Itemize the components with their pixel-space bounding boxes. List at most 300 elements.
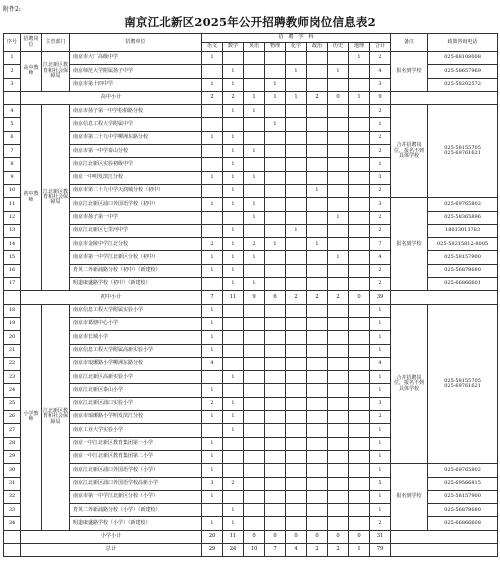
count-cell: [265, 145, 286, 158]
note-cell: 合并招聘岗位，报名不到具体学校: [391, 304, 428, 464]
count-cell: 1: [202, 198, 223, 211]
count-cell: [286, 198, 307, 211]
count-cell: 1: [370, 317, 391, 330]
count-cell: 1: [223, 198, 244, 211]
count-cell: [265, 198, 286, 211]
count-cell: [307, 397, 328, 410]
count-cell: [307, 278, 328, 291]
count-cell: [286, 238, 307, 251]
count-cell: 1: [370, 490, 391, 503]
count-cell: 1: [202, 317, 223, 330]
count-cell: 2: [370, 145, 391, 158]
count-cell: [286, 384, 307, 397]
count-cell: [349, 411, 370, 424]
count-cell: [244, 118, 265, 131]
count-cell: 1: [328, 211, 349, 224]
count-cell: [349, 145, 370, 158]
count-cell: [286, 317, 307, 330]
count-cell: 2: [370, 184, 391, 197]
count-cell: 1: [370, 504, 391, 517]
count-cell: 1: [223, 158, 244, 171]
school-cell: 南京一中明发滨江分校: [70, 171, 202, 184]
count-cell: [349, 490, 370, 503]
count-cell: 2: [202, 91, 223, 104]
count-cell: 0: [286, 530, 307, 543]
count-cell: 1: [370, 384, 391, 397]
count-cell: [286, 78, 307, 91]
phone-cell: 025-58202572: [428, 78, 498, 91]
count-cell: 1: [349, 543, 370, 556]
count-cell: [307, 344, 328, 357]
count-cell: [328, 118, 349, 131]
count-cell: [307, 517, 328, 530]
seq-cell: 32: [4, 490, 21, 503]
seq-cell: 25: [4, 397, 21, 410]
count-cell: [328, 450, 349, 463]
header-subject: 英语: [244, 43, 265, 52]
count-cell: [202, 105, 223, 118]
count-cell: [328, 411, 349, 424]
count-cell: [286, 251, 307, 264]
school-cell: 南京一中江北新区教育集团第一小学: [70, 437, 202, 450]
count-cell: 2: [307, 291, 328, 304]
count-cell: 1: [202, 251, 223, 264]
seq-cell: 26: [4, 411, 21, 424]
count-cell: [328, 145, 349, 158]
phone-cell: 025-58365896: [428, 211, 498, 224]
count-cell: 1: [223, 411, 244, 424]
count-cell: [307, 464, 328, 477]
count-cell: [349, 344, 370, 357]
school-cell: 南京市第十四中学: [70, 78, 202, 91]
count-cell: 1: [370, 424, 391, 437]
seq-cell: 12: [4, 211, 21, 224]
count-cell: 2: [223, 477, 244, 490]
count-cell: 1: [265, 238, 286, 251]
attachment-label: 附件2:: [3, 6, 21, 13]
seq-cell: 31: [4, 477, 21, 490]
count-cell: 1: [370, 464, 391, 477]
seq-cell: 6: [4, 131, 21, 144]
blank-cell: [391, 91, 498, 104]
count-cell: 1: [370, 304, 391, 317]
count-cell: [349, 384, 370, 397]
count-cell: 1: [244, 91, 265, 104]
seq-cell: 3: [4, 78, 21, 91]
count-cell: 1: [223, 517, 244, 530]
count-cell: 2: [202, 397, 223, 410]
seq-cell: 13: [4, 224, 21, 237]
count-cell: [244, 477, 265, 490]
count-cell: 9: [370, 91, 391, 104]
count-cell: [328, 52, 349, 65]
count-cell: 2: [370, 224, 391, 237]
phone-cell: 025-58215812-8005: [428, 238, 498, 251]
count-cell: [244, 224, 265, 237]
count-cell: [349, 171, 370, 184]
count-cell: [328, 171, 349, 184]
count-cell: [307, 411, 328, 424]
count-cell: [349, 278, 370, 291]
seq-cell: 18: [4, 304, 21, 317]
count-cell: [307, 357, 328, 370]
count-cell: 1: [223, 238, 244, 251]
count-cell: [244, 65, 265, 78]
count-cell: 1: [244, 198, 265, 211]
count-cell: [223, 384, 244, 397]
count-cell: 1: [265, 118, 286, 131]
count-cell: [286, 105, 307, 118]
count-cell: [328, 131, 349, 144]
count-cell: [244, 344, 265, 357]
count-cell: 24: [223, 543, 244, 556]
header-subject: 政治: [307, 43, 328, 52]
count-cell: 0: [328, 530, 349, 543]
count-cell: [328, 198, 349, 211]
count-cell: 7: [370, 238, 391, 251]
school-cell: 南京市第一中学泰山分校: [70, 145, 202, 158]
count-cell: 3: [370, 171, 391, 184]
school-cell: 南京市金陵中学江北分校: [70, 238, 202, 251]
count-cell: [307, 437, 328, 450]
count-cell: [307, 264, 328, 277]
count-cell: [286, 145, 307, 158]
count-cell: [307, 78, 328, 91]
count-cell: [307, 171, 328, 184]
post-cell: 小学教师: [21, 304, 42, 530]
count-cell: [202, 145, 223, 158]
school-cell: 南京江北新区高新实验小学: [70, 371, 202, 384]
count-cell: 1: [223, 424, 244, 437]
count-cell: 11: [223, 291, 244, 304]
count-cell: [349, 211, 370, 224]
count-cell: [265, 437, 286, 450]
count-cell: [223, 317, 244, 330]
header-subject-group: 招 聘 学 科: [202, 34, 391, 43]
school-cell: 南京江北新区实验初级中学: [70, 158, 202, 171]
count-cell: 2: [286, 291, 307, 304]
seq-cell: 2: [4, 65, 21, 78]
table-row: [4, 464, 498, 477]
count-cell: [265, 304, 286, 317]
header-subject: 地理: [349, 43, 370, 52]
count-cell: 31: [370, 530, 391, 543]
school-cell: 南京一中江北新区教育集团第二小学: [70, 450, 202, 463]
school-cell: 南京江北新区浦口外国语学校高新小学: [70, 477, 202, 490]
count-cell: [349, 158, 370, 171]
count-cell: 1: [328, 65, 349, 78]
count-cell: 4: [286, 543, 307, 556]
count-cell: [223, 357, 244, 370]
count-cell: [265, 504, 286, 517]
count-cell: [265, 344, 286, 357]
count-cell: [223, 344, 244, 357]
count-cell: [265, 251, 286, 264]
header-note: 备注: [391, 34, 428, 52]
count-cell: [307, 52, 328, 65]
note-cell: 报名到学校: [391, 52, 428, 92]
count-cell: [244, 384, 265, 397]
seq-cell: 14: [4, 238, 21, 251]
count-cell: 2: [244, 238, 265, 251]
header-subject: 语文: [202, 43, 223, 52]
count-cell: 1: [202, 264, 223, 277]
count-cell: 3: [202, 477, 223, 490]
count-cell: 2: [328, 291, 349, 304]
page-title: 南京江北新区2025年公开招聘教师岗位信息表2: [124, 15, 376, 29]
school-cell: 明道康盛路学校（小学）（新建校）: [70, 517, 202, 530]
count-cell: 1: [286, 224, 307, 237]
header-phone: 政策咨询电话: [428, 34, 498, 52]
count-cell: [286, 517, 307, 530]
school-cell: 南京信息工程大学附属中学: [70, 118, 202, 131]
school-cell: 育英二外新浦路分校（小学）（新建校）: [70, 504, 202, 517]
count-cell: 1: [223, 278, 244, 291]
count-cell: [328, 371, 349, 384]
count-cell: 1: [265, 91, 286, 104]
seq-cell: 11: [4, 198, 21, 211]
seq-cell: 7: [4, 145, 21, 158]
count-cell: 9: [244, 291, 265, 304]
count-cell: [202, 158, 223, 171]
note-cell: 报名到学校: [391, 198, 428, 291]
count-cell: [265, 450, 286, 463]
count-cell: [244, 424, 265, 437]
count-cell: [349, 504, 370, 517]
count-cell: [307, 304, 328, 317]
count-cell: 2: [370, 105, 391, 118]
count-cell: 1: [349, 52, 370, 65]
count-cell: [265, 517, 286, 530]
seq-cell: 24: [4, 384, 21, 397]
count-cell: 1: [202, 464, 223, 477]
seq-cell: [4, 543, 21, 556]
count-cell: [286, 264, 307, 277]
count-cell: [202, 65, 223, 78]
count-cell: [328, 78, 349, 91]
count-cell: 1: [265, 78, 286, 91]
count-cell: 1: [202, 490, 223, 503]
count-cell: [244, 264, 265, 277]
count-cell: [286, 278, 307, 291]
count-cell: [286, 131, 307, 144]
count-cell: [265, 264, 286, 277]
table-row: [4, 291, 498, 304]
count-cell: 1: [202, 411, 223, 424]
table-row: [4, 91, 498, 104]
count-cell: 2: [307, 543, 328, 556]
phone-cell: 18013013783: [428, 224, 498, 237]
count-cell: 1: [286, 91, 307, 104]
count-cell: 2: [370, 52, 391, 65]
seq-cell: 23: [4, 371, 21, 384]
count-cell: [328, 490, 349, 503]
count-cell: [286, 304, 307, 317]
count-cell: 2: [328, 543, 349, 556]
count-cell: [307, 198, 328, 211]
count-cell: 1: [202, 517, 223, 530]
phone-cell: 025-69765802: [428, 464, 498, 477]
count-cell: 0: [307, 530, 328, 543]
count-cell: 1: [307, 184, 328, 197]
seq-cell: 17: [4, 278, 21, 291]
count-cell: [328, 331, 349, 344]
subtotal-label: 高中小计: [21, 91, 202, 104]
subtotal-label: 小学小计: [21, 530, 202, 543]
count-cell: [223, 437, 244, 450]
seq-cell: 10: [4, 184, 21, 197]
count-cell: [349, 437, 370, 450]
count-cell: [286, 357, 307, 370]
count-cell: [223, 304, 244, 317]
dept-cell: 江北新区教育和社会保障局: [42, 105, 70, 291]
count-cell: [286, 411, 307, 424]
count-cell: [286, 450, 307, 463]
count-cell: 1: [202, 437, 223, 450]
count-cell: [286, 477, 307, 490]
count-cell: 1: [202, 331, 223, 344]
count-cell: 29: [202, 543, 223, 556]
count-cell: 1: [223, 131, 244, 144]
count-cell: [202, 211, 223, 224]
phone-cell: 025-56878680: [428, 264, 498, 277]
table-row: [4, 530, 498, 543]
count-cell: [349, 450, 370, 463]
count-cell: [328, 264, 349, 277]
count-cell: [244, 397, 265, 410]
count-cell: [328, 357, 349, 370]
count-cell: [307, 145, 328, 158]
count-cell: [286, 424, 307, 437]
count-cell: [328, 238, 349, 251]
count-cell: 20: [202, 530, 223, 543]
count-cell: 1: [223, 224, 244, 237]
phone-cell: 025-69765802: [428, 198, 498, 211]
count-cell: [307, 490, 328, 503]
count-cell: [349, 65, 370, 78]
count-cell: [349, 224, 370, 237]
count-cell: 1: [286, 65, 307, 78]
seq-cell: [4, 91, 21, 104]
count-cell: [307, 65, 328, 78]
count-cell: [349, 264, 370, 277]
header-subject: 数学: [223, 43, 244, 52]
count-cell: [244, 450, 265, 463]
count-cell: [265, 105, 286, 118]
count-cell: 2: [307, 91, 328, 104]
table-row: [4, 52, 498, 65]
count-cell: [265, 424, 286, 437]
note-cell: 报名到学校: [391, 464, 428, 530]
count-cell: [244, 158, 265, 171]
count-cell: [223, 450, 244, 463]
count-cell: 1: [202, 304, 223, 317]
count-cell: [202, 371, 223, 384]
seq-cell: 15: [4, 251, 21, 264]
count-cell: [328, 464, 349, 477]
count-cell: 1: [370, 450, 391, 463]
school-cell: 南京信息工程大学附属高新实验小学: [70, 344, 202, 357]
count-cell: 1: [223, 65, 244, 78]
count-cell: [202, 224, 223, 237]
count-cell: 1: [202, 171, 223, 184]
count-cell: [265, 331, 286, 344]
header-seq: 序号: [4, 34, 21, 52]
seq-cell: 20: [4, 331, 21, 344]
count-cell: 6: [265, 291, 286, 304]
header-subject: 物理: [265, 43, 286, 52]
count-cell: [349, 131, 370, 144]
count-cell: 1: [223, 371, 244, 384]
count-cell: [265, 224, 286, 237]
school-cell: 南京市长城小学: [70, 331, 202, 344]
count-cell: [286, 504, 307, 517]
count-cell: 79: [370, 543, 391, 556]
seq-cell: [4, 530, 21, 543]
count-cell: [223, 118, 244, 131]
school-cell: 南京市第二十九中学柳洲东路分校: [70, 131, 202, 144]
count-cell: [286, 371, 307, 384]
count-cell: [328, 184, 349, 197]
count-cell: [286, 464, 307, 477]
count-cell: [349, 357, 370, 370]
count-cell: 2: [370, 517, 391, 530]
count-cell: 0: [328, 91, 349, 104]
count-cell: [349, 517, 370, 530]
count-cell: [265, 171, 286, 184]
count-cell: 1: [202, 52, 223, 65]
count-cell: 2: [223, 91, 244, 104]
count-cell: 0: [349, 291, 370, 304]
header-subject: 化学: [286, 43, 307, 52]
count-cell: [265, 131, 286, 144]
count-cell: [244, 304, 265, 317]
school-cell: 南京市扬子第一中学松柏路分校: [70, 105, 202, 118]
school-cell: 南京江北新区浦口外国语学校（初中）: [70, 198, 202, 211]
count-cell: [244, 52, 265, 65]
count-cell: 1: [244, 145, 265, 158]
count-cell: [349, 78, 370, 91]
count-cell: [202, 118, 223, 131]
seq-cell: 33: [4, 504, 21, 517]
count-cell: [328, 105, 349, 118]
dept-cell: 江北新区教育和社会保障局: [42, 52, 70, 92]
count-cell: [244, 317, 265, 330]
count-cell: [265, 477, 286, 490]
count-cell: [244, 464, 265, 477]
count-cell: [307, 450, 328, 463]
count-cell: 1: [202, 384, 223, 397]
count-cell: 7: [265, 543, 286, 556]
seq-cell: 27: [4, 424, 21, 437]
count-cell: [286, 118, 307, 131]
count-cell: [244, 78, 265, 91]
count-cell: 2: [202, 238, 223, 251]
subtotal-label: 初中小计: [21, 291, 202, 304]
count-cell: [307, 105, 328, 118]
header-post: 招聘岗位: [21, 34, 42, 52]
count-cell: [328, 304, 349, 317]
count-cell: [202, 184, 223, 197]
seq-cell: 16: [4, 264, 21, 277]
count-cell: [349, 198, 370, 211]
count-cell: 1: [370, 158, 391, 171]
count-cell: 5: [370, 477, 391, 490]
phone-cell: 025-58157900: [428, 490, 498, 503]
count-cell: [286, 211, 307, 224]
count-cell: [307, 251, 328, 264]
seq-cell: 22: [4, 357, 21, 370]
